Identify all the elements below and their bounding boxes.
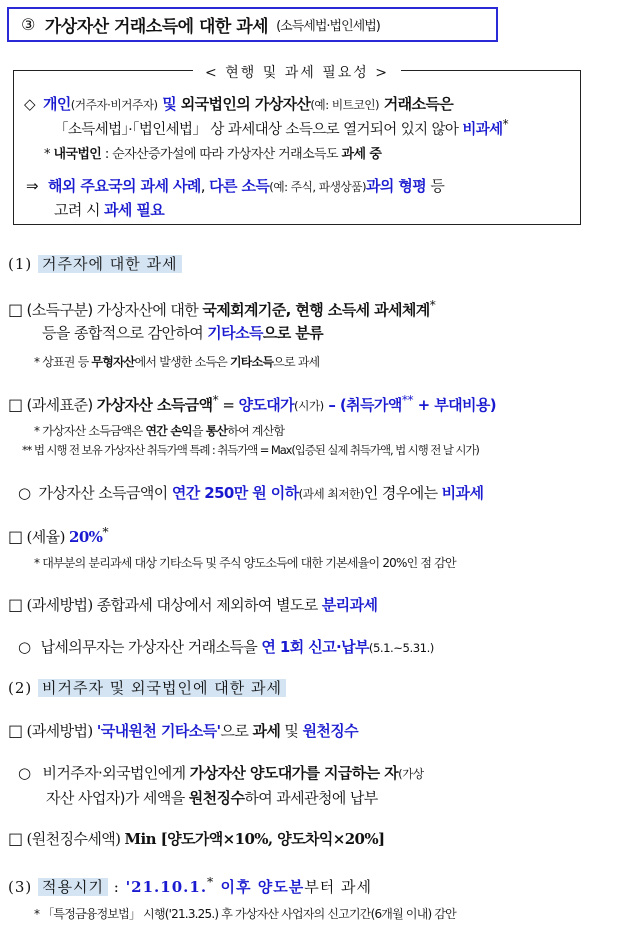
note-intangible-asset: * 상표권 등 무형자산에서 발생한 소득은 기타소득으로 과세 [34,355,320,369]
status-note-domestic: * 내국법인 : 순자산증가설에 따라 가상자산 거래소득도 과세 중 [44,147,382,162]
section-2-heading: (2) 비거주자 및 외국법인에 대한 과세 [8,677,286,698]
item-tax-base: □ (과세표준) 가상자산 소득금액* = 양도대가(시가) – (취득가액** + 부대비용) [8,392,497,414]
section-3-heading: (3) 적용시기 : '21.10.1.* 이후 양도분부터 과세 [8,874,372,896]
item-nonresident-method: □ (과세방법) '국내원천 기타소득'으로 과세 및 원천징수 [8,721,359,740]
section-1-heading: (1) 거주자에 대한 과세 [8,253,182,274]
note-annual-netting: * 가상자산 소득금액은 연간 손익을 통산하여 계산함 [34,424,285,438]
title-number: ③ [21,15,35,34]
item-withholding-agent: ○ 비거주자·외국법인에게 가상자산 양도대가를 지급하는 자(가상 [18,764,424,782]
status-line-4: ⇒ 해외 주요국의 과세 사례, 다른 소득(예: 주식, 파생상품)과의 형평 등 [26,177,445,195]
item-withholding-agent-line2: 자산 사업자)가 세액을 원천징수하여 과세관청에 납부 [46,789,378,807]
status-line-5: 고려 시 과세 필요 [54,201,165,219]
status-box-heading: < 현행 및 과세 필요성 > [14,62,580,82]
item-exemption-threshold: ○ 가상자산 소득금액이 연간 250만 원 이하(과세 최저한)인 경우에는 비과세 [18,484,484,502]
status-line-1: ◇ 개인(거주자·비거주자) 및 외국법인의 가상자산(예: 비트코인) 거래소득은 [24,95,454,113]
item-withholding-amount: □ (원천징수세액) Min [양도가액×10%, 양도차익×20%] [8,829,385,848]
current-status-box [13,65,581,225]
item-income-classification: □ (소득구분) 가상자산에 대한 국제회계기준, 현행 소득세 과세체계* [8,297,436,319]
note-acquisition-price-special: ** 법 시행 전 보유 가상자산 취득가액 특례 : 취득가액 = Max(입증된 실제 취득가액, 법 시행 전 날 시가) [22,443,479,457]
note-tax-rate-basis: * 대부분의 분리과세 대상 기타소득 및 주식 양도소득에 대한 기본세율이 20%인 점 감안 [34,556,456,570]
title-text: 가상자산 거래소득에 대한 과세 [44,17,269,37]
note-effective-date-basis: * 「특정금융정보법」 시행('21.3.25.) 후 가상자산 사업자의 신고기간(6개월 이내) 감안 [34,907,456,921]
title-law-note: (소득세법·법인세법) [276,19,380,34]
item-filing: ○ 납세의무자는 가상자산 거래소득을 연 1회 신고·납부(5.1.~5.31.) [18,638,434,656]
item-tax-rate: □ (세율) 20%* [8,524,108,546]
status-line-2: 「소득세법」·「법인세법」 상 과세대상 소득으로 열거되어 있지 않아 비과세* [54,117,509,138]
item-taxation-method: □ (과세방법) 종합과세 대상에서 제외하여 별도로 분리과세 [8,595,378,614]
item-income-classification-line2: 등을 종합적으로 감안하여 기타소득으로 분류 [42,324,324,342]
section-title [7,7,498,42]
